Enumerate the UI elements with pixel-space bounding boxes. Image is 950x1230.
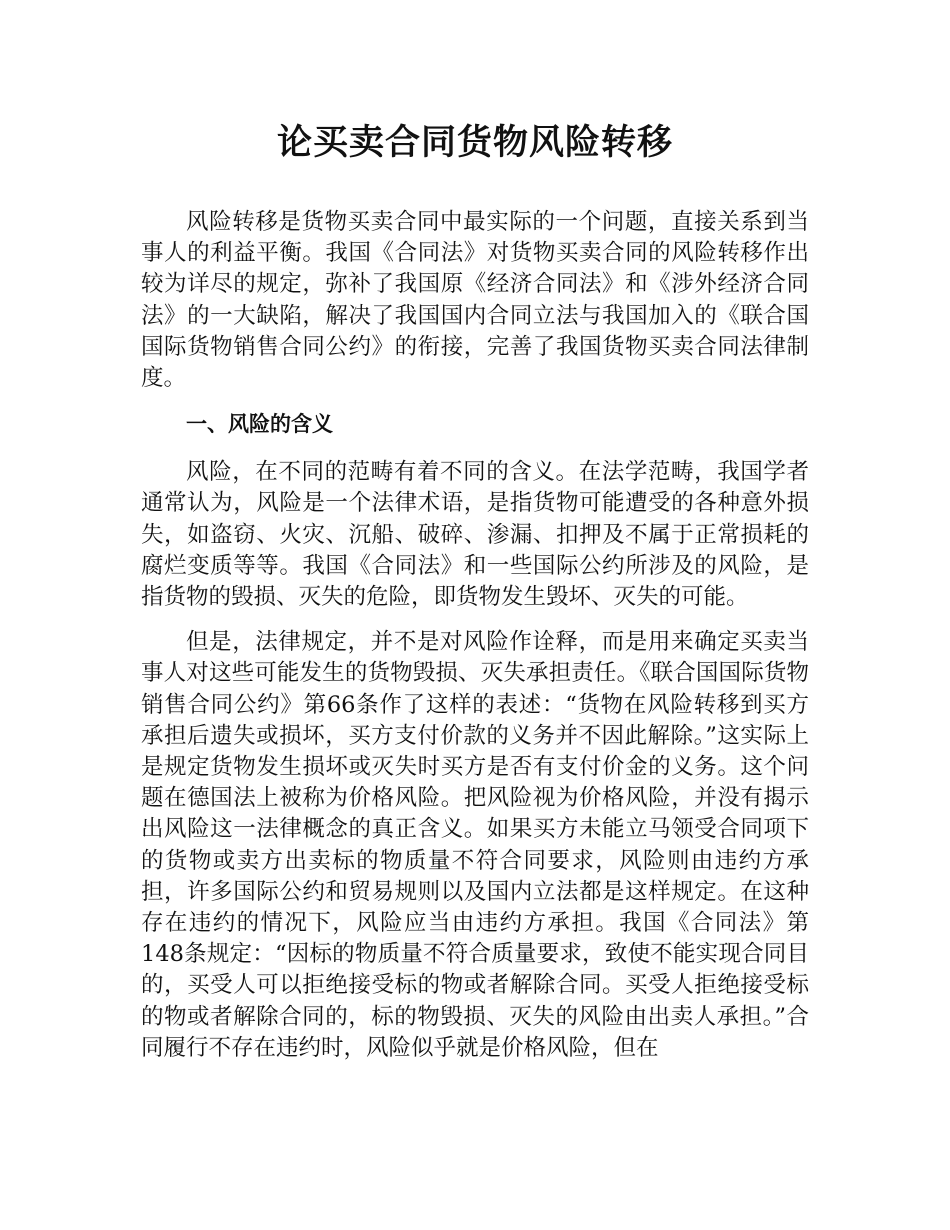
section-heading: 一、风险的含义 <box>186 412 333 437</box>
section-paragraph: 风险，在不同的范畴有着不同的含义。在法学范畴，我国学者通常认为，风险是一个法律术语，是指货物可能遭受的各种意外损失，如盗窃、火灾、沉船、破碎、渗漏、扣押及不属于正常损耗的腐烂变质等等。我国《合同法》和一些国际公约所涉及的风险，是指货物的毁损、灭失的危险，即货物发生毁坏、灭失的可能。 <box>141 459 809 611</box>
intro-paragraph: 风险转移是货物买卖合同中最实际的一个问题，直接关系到当事人的利益平衡。我国《合同法》对货物买卖合同的风险转移作出较为详尽的规定，弥补了我国原《经济合同法》和《涉外经济合同法》的一大缺陷，解决了我国国内合同立法与我国加入的《联合国国际货物销售合同公约》的衔接，完善了我国货物买卖合同法律制度。 <box>141 209 809 392</box>
document-title: 论买卖合同货物风险转移 <box>276 123 673 163</box>
section-paragraph: 但是，法律规定，并不是对风险作诠释，而是用来确定买卖当事人对这些可能发生的货物毁损、灭失承担责任。《联合国国际货物销售合同公约》第66条作了这样的表述：“货物在风险转移到买方承担后遗失或损坏，买方支付价款的义务并不因此解除。”这实际上是规定货物发生损坏或灭失时买方是否有支付价金的义务。这个问题在德国法上被称为价格风险。把风险视为价格风险，并没有揭示出风险这一法律概念的真正含义。如果买方未能立马领受合同项下的货物或卖方出卖标的物质量不符合同要求，风险则由违约方承担，许多国际公约和贸易规则以及国内立法都是这样规定。在这种存在违约的情况下，风险应当由违约方承担。我国《合同法》第148条规定：“因标的物质量不符合质量要求，致使不能实现合同目的，买受人可以拒绝接受标的物或者解除合同。买受人拒绝接受标的物或者解除合同的，标的物毁损、灭失的风险由出卖人承担。”合同履行不存在违约时，风险似乎就是价格风险，但在 <box>141 629 809 1061</box>
document-page <box>141 0 809 1064</box>
